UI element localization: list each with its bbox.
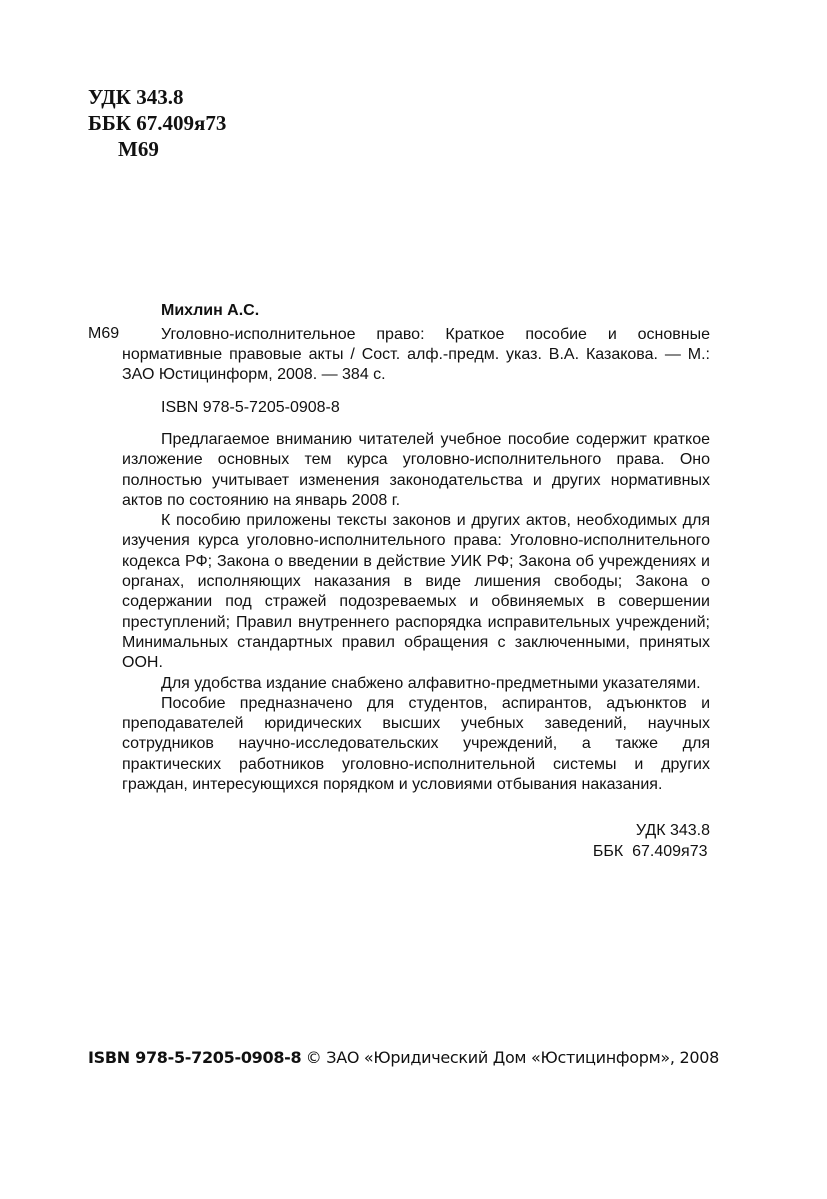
footer-isbn: ISBN 978-5-7205-0908-8: [88, 1048, 302, 1067]
author-name: Михлин А.С.: [161, 302, 260, 319]
copyright-notice: © ЗАО «Юридический Дом «Юстицинформ», 2008: [305, 1048, 719, 1067]
author-mark-record: М69: [88, 325, 120, 342]
bbk-code: ББК 67.409я73: [88, 111, 227, 135]
udk-code-bottom: УДК 343.8: [635, 822, 710, 839]
annotation-paragraph: К пособию приложены тексты законов и других актов, необходимых для изучения курса уголовно-исполнительного права: Уголовно-исполнительного кодекса РФ; Закона о введении в действие УИК РФ; Закона об учреждениях и органах, исполняющих наказания в виде лишения свободы; Закона о содержании под стражей подозреваемых и обвиняемых в совершении преступлений; Правил внутреннего распорядка исправительных учреждений; Минимальных стандартных правил обращения с заключенными, принятых ООН.: [122, 512, 710, 672]
catalog-codes: [88, 84, 226, 162]
classification-codes: [593, 820, 710, 862]
annotation-paragraph: Предлагаемое вниманию читателей учебное пособие содержит краткое изложение основных тем курса уголовно-исполнительного права. Оно полностью учитывает изменения законодательства и других нормативных актов по состоянию на январь 2008 г.: [122, 431, 710, 509]
annotation: [122, 430, 710, 795]
annotation-paragraph: Пособие предназначено для студентов, аспирантов, адъюнктов и преподавателей юридических высших учебных заведений, научных сотрудников научно-исследовательских учреждений, а также для практических работников уголовно-исполнительной системы и других граждан, интересующихся порядком и условиями отбывания наказания.: [122, 694, 710, 794]
author-mark: М69: [118, 137, 159, 161]
udk-code: УДК 343.8: [88, 85, 184, 109]
bbk-code-bottom: ББК 67.409я73: [592, 843, 708, 860]
record-isbn: ISBN 978-5-7205-0908-8: [161, 399, 340, 416]
annotation-paragraph: Для удобства издание снабжено алфавитно-предметными указателями.: [161, 674, 701, 692]
bibliographic-description: Уголовно-исполнительное право: Краткое пособие и основные нормативные правовые акты / Сост. алф.-предм. указ. В.А. Казакова. — М.: ЗАО Юстицинформ, 2008. — 384 с.: [122, 326, 710, 383]
